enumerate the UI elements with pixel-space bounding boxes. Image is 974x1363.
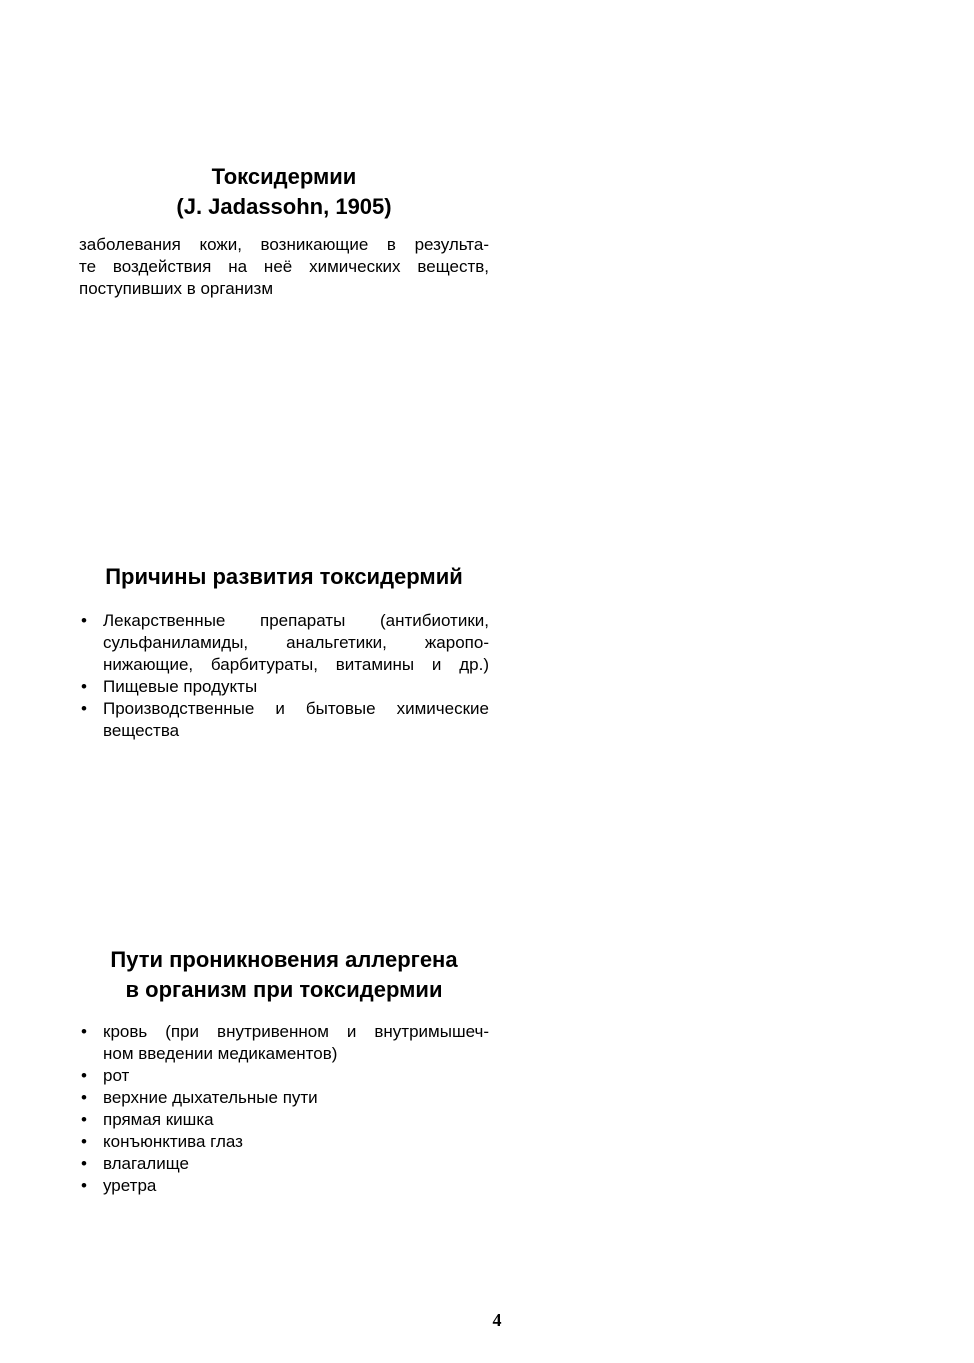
- text-line: • Лекарственные препараты (антибиотики,: [103, 611, 489, 630]
- title-line: в организм при токсидермии: [125, 977, 443, 1002]
- text-line: • прямая кишка: [103, 1110, 214, 1129]
- text-line: • Производственные и бытовые химические: [103, 699, 489, 718]
- definition-text: [79, 234, 489, 300]
- text-line: заболевания кожи, возникающие в результа-: [79, 235, 489, 254]
- section-title: [79, 162, 489, 222]
- list-item: [79, 610, 489, 676]
- text-line: ном введении медикаментов): [103, 1044, 338, 1063]
- causes-list: [79, 610, 489, 742]
- text-line: • Пищевые продукты: [103, 677, 258, 696]
- list-item: [79, 1153, 489, 1175]
- title-line: Токсидермии: [211, 164, 357, 189]
- page-number: 4: [492, 1310, 502, 1330]
- text-line: • верхние дыхательные пути: [103, 1088, 318, 1107]
- section-allergen-routes: [79, 945, 489, 1197]
- list-item: [79, 676, 489, 698]
- text-line: • влагалище: [103, 1154, 189, 1173]
- text-line: сульфаниламиды, анальгетики, жаропо-: [103, 633, 489, 652]
- section-causes: [79, 562, 489, 742]
- list-item: [79, 1131, 489, 1153]
- text-line: • конъюнктива глаз: [103, 1132, 243, 1151]
- list-item: [79, 1021, 489, 1065]
- section-title: Причины развития токсидермий: [105, 564, 463, 589]
- section-toxidermia-definition: [79, 162, 489, 300]
- list-item: [79, 1065, 489, 1087]
- text-line: нижающие, барбитураты, витамины и др.): [103, 655, 489, 674]
- list-item: [79, 1175, 489, 1197]
- list-item: [79, 1087, 489, 1109]
- text-line: • кровь (при внутривенном и внутримышеч-: [103, 1022, 489, 1041]
- text-line: вещества: [103, 721, 180, 740]
- text-line: те воздействия на неё химических веществ,: [79, 257, 489, 276]
- title-line: Пути проникновения аллергена: [110, 947, 458, 972]
- title-line: (J. Jadassohn, 1905): [176, 194, 392, 219]
- text-line: поступивших в организм: [79, 279, 274, 298]
- text-line: • уретра: [103, 1176, 157, 1195]
- list-item: [79, 1109, 489, 1131]
- text-line: • рот: [103, 1066, 130, 1085]
- list-item: [79, 698, 489, 742]
- routes-list: [79, 1021, 489, 1197]
- section-title: [79, 945, 489, 1005]
